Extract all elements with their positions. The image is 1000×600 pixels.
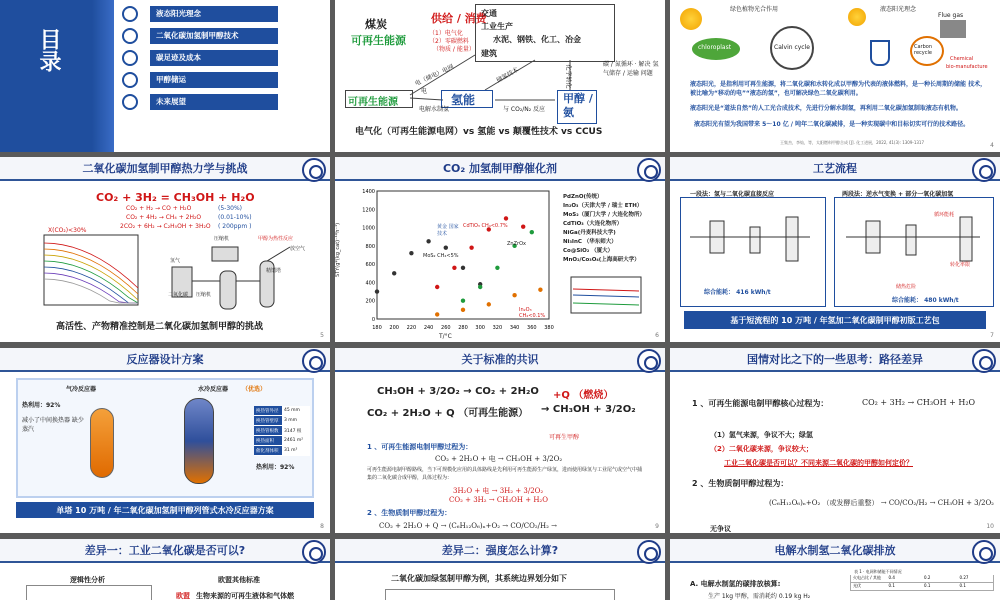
y-tick-label: 600 xyxy=(365,262,375,269)
data-point-CdTiO₃ xyxy=(452,266,456,270)
toc-item-icon xyxy=(122,6,138,22)
table-cell: 3147 根 xyxy=(282,426,310,435)
slide-header xyxy=(0,348,330,372)
table-cell: 火电占比 / 其他 xyxy=(853,575,881,580)
system-boundary-subtitle: 二氧化碳加绿氢制甲醇为例，其系统边界划分如下 xyxy=(391,574,567,583)
slide-reactor-design[interactable] xyxy=(0,348,330,533)
gas-cooled-heading: 气冷反应器 xyxy=(66,386,97,393)
table-cell: 催化剂体积 xyxy=(254,446,282,455)
university-logo-icon xyxy=(637,349,661,373)
slide-standards[interactable] xyxy=(335,348,665,533)
supply-note-1: （1）电气化 xyxy=(429,30,463,37)
methanol-synth-eq: CO₂ + 3H₂ → CH₃OH + H₂O xyxy=(449,496,548,504)
table-cell: 0.1 xyxy=(888,583,895,588)
flow-label-hydrogen: 氢气 xyxy=(170,258,181,264)
x-tick-label: 380 xyxy=(544,325,554,331)
table-cell: 0.27 xyxy=(959,575,969,580)
toc-item-icon xyxy=(122,94,138,110)
slide-thermodynamics[interactable] xyxy=(0,157,330,342)
page-number: 5 xyxy=(320,332,324,339)
liquid-sunshine-label: 液态阳光理念 xyxy=(880,6,917,13)
bottom-comparison: 电气化（可再生能源电网）vs 氢能 vs 颠覆性技术 vs CCUS xyxy=(355,127,603,137)
toc-item-1[interactable]: 液态阳光理念 xyxy=(150,6,278,22)
line-label-elec: 电 xyxy=(421,88,428,95)
water-cooled-tag: （优选） xyxy=(242,386,267,393)
section-a-heading: A. 电解水制氢的碳排放核算: xyxy=(690,580,781,588)
university-logo-icon xyxy=(637,158,661,182)
x-tick-label: 360 xyxy=(527,325,537,331)
para-1: 液态阳光，是指利用可再生能源，将二氧化碳和水转化成以甲醇为代表的液体燃料，是一种长周期的储能 技术，被比喻为“移动的电”“液态的氢”，也可解决绿色二氧化碳利用。 xyxy=(690,81,987,97)
slide-electrolysis-emissions[interactable] xyxy=(670,539,1000,600)
page-number: 4 xyxy=(990,142,994,149)
slide-title: CO₂ 加氢制甲醇催化剂 xyxy=(442,162,558,175)
bottom-banner: 单塔 10 万吨 / 年二氧化碳加氢制甲醇列管式水冷反应器方案 xyxy=(16,502,314,518)
item-2-heading: 2 、生物质制甲醇过程为： xyxy=(692,479,789,488)
slide-process-flow[interactable] xyxy=(670,157,1000,342)
catalyst-item: PdZnO(传统） xyxy=(563,194,603,200)
y-tick-label: 800 xyxy=(365,243,375,250)
table-row xyxy=(254,416,310,426)
slide-difference-two[interactable] xyxy=(335,539,665,600)
data-point-CdTiO₃ xyxy=(435,285,439,289)
toc-item-2[interactable]: 二氧化碳加氢制甲醇技术 xyxy=(150,28,278,44)
question-2: （2）二氧化碳来源，争议较大； xyxy=(710,445,813,453)
university-logo-icon xyxy=(972,158,996,182)
table-row xyxy=(254,406,310,416)
page-number: 6 xyxy=(655,332,659,339)
x-tick-label: 260 xyxy=(441,325,451,331)
gas-reactor-icon xyxy=(90,408,114,478)
slide-title: 差异二：强度怎么计算? xyxy=(441,544,559,557)
table-cell: 换热面积 xyxy=(254,436,282,445)
slide-title: 二氧化碳加氢制甲醇热力学与挑战 xyxy=(82,162,248,175)
table-cell: 换热管根数 xyxy=(254,426,282,435)
page-number: 9 xyxy=(655,523,659,530)
university-logo-icon xyxy=(972,540,996,564)
data-point-MoS₂ xyxy=(444,245,448,249)
calvin-cycle-label: Calvin cycle xyxy=(774,44,810,51)
y-tick-label: 1400 xyxy=(362,189,375,195)
x-tick-label: 340 xyxy=(509,325,520,331)
table-cell: 45 mm xyxy=(282,406,310,415)
data-point-In₂O₃ xyxy=(461,308,465,312)
table-cell: 0.1 xyxy=(924,583,931,588)
eu-standard-label: 欧盟其他标准 xyxy=(218,576,260,584)
supply-note-2: （2）零碳燃料 xyxy=(429,38,469,45)
x-tick-label: 180 xyxy=(372,325,382,331)
eu-rest-text: 生物来源的可再生液体和气体燃 xyxy=(196,592,294,600)
photosynthesis-label: 绿色植物光合作用 xyxy=(730,6,779,13)
supply-note-3: （物质 / 能量） xyxy=(433,46,475,53)
catalyst-item: NiGa(丹麦科技大学) xyxy=(563,230,616,236)
data-point-MoS₂ xyxy=(375,289,379,293)
slide-energy-pathways[interactable] xyxy=(335,0,665,152)
slide-header xyxy=(335,539,665,563)
chemical-label: Chemical xyxy=(950,56,974,62)
slide-header xyxy=(335,348,665,372)
chart-xlabel: T/°C xyxy=(439,333,452,340)
slide-title: 反应器设计方案 xyxy=(126,353,204,366)
line-label-grid: 电（储电）电网 xyxy=(413,63,455,88)
one-step-energy: 综合能耗： 416 kWh/t xyxy=(704,289,771,296)
x-tick-label: 240 xyxy=(423,325,434,331)
university-logo-icon xyxy=(637,540,661,564)
equilibrium-plot-title: X(CO₂)<30% xyxy=(48,227,87,234)
flow-label-compressor: 压缩机 xyxy=(196,292,212,298)
demand-4: 建筑 xyxy=(481,49,497,58)
data-point-In₂O₃ xyxy=(435,312,439,316)
data-point-ZnZrOx xyxy=(530,230,534,234)
university-logo-icon xyxy=(302,540,326,564)
thermal-left: 热利用：92% xyxy=(22,402,61,409)
data-point-ZnZrOx xyxy=(461,299,465,303)
y-tick-label: 1000 xyxy=(362,225,375,232)
data-point-CdTiO₃ xyxy=(504,216,508,220)
slide-liquid-sunshine[interactable] xyxy=(670,0,1000,152)
flask-icon xyxy=(870,40,890,66)
item-1-heading: 1 、可再生能源电制甲醇核心过程为： xyxy=(692,399,829,408)
tag-heat-risk: 储热危险 xyxy=(896,284,917,290)
flue-gas-label: Flue gas xyxy=(938,12,964,19)
catalyst-item: Ni₃InC （华东师大） xyxy=(563,239,617,245)
data-point-MoS₂ xyxy=(461,266,465,270)
gas-reactor-note: 减小了中间换热器 缺少蒸汽 xyxy=(22,417,84,433)
slide-title: 关于标准的共识 xyxy=(461,353,539,366)
coal-label: 煤炭 xyxy=(365,18,387,31)
logic-box xyxy=(26,585,152,600)
table-cell: 光伏 xyxy=(853,583,861,588)
x-tick-label: 320 xyxy=(492,325,503,331)
data-point-MoS₂ xyxy=(392,271,396,275)
table-row xyxy=(254,426,310,436)
synthesis-eq-b: → CH₃OH + 3/2O₂ xyxy=(541,404,636,415)
eu-red-text: 欧盟 xyxy=(176,592,190,600)
line-label-electrolysis: 电解水制氢 xyxy=(419,106,450,113)
data-point-MoS₂ xyxy=(409,251,413,255)
slide-title: 国情对比之下的一些思考：路径差异 xyxy=(747,353,923,366)
carbon-recycle-label: Carbon recycle xyxy=(914,44,933,56)
table-cell: 2461 m² xyxy=(282,436,310,445)
label-gold: 黄金 国家技术 xyxy=(437,224,459,237)
slide-header xyxy=(670,348,1000,372)
side-pct-1: (5-30%) xyxy=(218,205,242,212)
flow-label-exothermic: 甲醇为热性反应 xyxy=(258,236,294,242)
chart-ylabel: STY(g*(kg_cat)⁻¹*h⁻¹) xyxy=(335,222,342,278)
combustion-tag: +Q （燃烧） xyxy=(553,390,614,401)
label-znzrox: ZnZrOx xyxy=(507,241,526,247)
y-tick-label: 200 xyxy=(365,298,375,305)
slide-contents[interactable] xyxy=(0,0,330,152)
side-eq-3: 2CO₂ + 6H₂ → C₂H₅OH + 3H₂O xyxy=(120,223,211,230)
table-cell: 31 m³ xyxy=(282,446,310,455)
data-point-ZnZrOx xyxy=(495,266,499,270)
para-3: 液态阳光有望为我国带来 5～10 亿 / 吨年二氧化碳减排，是一种实现碳中和目标切实可行的技术路径。 xyxy=(694,121,970,128)
heading-biomass: 2 、生物质制甲醇过程为： xyxy=(367,509,452,517)
electro-para: 可再生能源电制甲醇路线，当下可规模化应用的具体路线是先利用可再生能源生产绿氢，进而使用绿氢与工业尾气或空气中捕集的二氧化碳合成甲醇，具体过程为： xyxy=(367,467,643,481)
data-point-In₂O₃ xyxy=(487,302,491,306)
table-cell: 3 mm xyxy=(282,416,310,425)
side-pct-2: (0.01-10%) xyxy=(218,214,252,221)
tag-cycle-energy: 循环能耗 xyxy=(934,212,955,218)
sun-right-icon xyxy=(848,8,866,26)
slide-header xyxy=(335,157,665,181)
catalyst-item: MnO₂/Co₃O₄(上海高研大学） xyxy=(563,257,640,263)
x-tick-label: 220 xyxy=(406,325,417,331)
contents-title-panel xyxy=(0,0,92,152)
water-cooled-heading: 水冷反应器 xyxy=(198,386,229,393)
equilibrium-plot xyxy=(30,233,140,313)
toc-item-3[interactable]: 碳足迹及成本 xyxy=(150,50,278,66)
demand-3: 水泥、钢铁、化工、冶金 xyxy=(493,35,581,44)
label-in2o3: In₂O₃ CH₄<0.1% xyxy=(519,307,546,319)
table-caption: 表 1 · 电网和储能不同情况 xyxy=(854,569,902,574)
y-tick-label: 1200 xyxy=(362,207,375,214)
slide-title: 工艺流程 xyxy=(813,162,857,175)
main-equation: CO₂ + 3H₂ = CH₃OH + H₂O xyxy=(96,191,255,204)
contents-title: 目录 xyxy=(36,28,61,72)
supply-label: 供给 / 消费 xyxy=(431,12,487,25)
page-number: 10 xyxy=(986,523,994,530)
bottom-banner: 基于短流程的 10 万吨 / 年氢加二氧化碳制甲醇初版工艺包 xyxy=(684,311,986,329)
question-3: 工业二氧化碳是否可以？不同来源二氧化碳的甲醇如何定价？ xyxy=(724,459,913,467)
slide-header xyxy=(0,157,330,181)
heading-electro: 1 、可再生能源电制甲醇过程为： xyxy=(367,443,473,451)
para-2: 液态阳光是“道法自然”的人工光合成技术，先进行分解水制氢，再利用二氧化碳加氢制取液态有机物。 xyxy=(690,105,962,112)
logic-analysis-label: 逻辑性分析 xyxy=(70,576,105,584)
section-a-line: 生产 1kg 甲醇，需消耗约 0.19 kg H₂ xyxy=(708,593,811,600)
table-cell: 0.2 xyxy=(924,575,931,580)
slide-path-differences[interactable] xyxy=(670,348,1000,533)
bottom-statement: 高活性、产物精准控制是二氧化碳加氢制甲醇的挑战 xyxy=(56,322,264,332)
table-cell: 0.1 xyxy=(959,583,966,588)
flow-label-vent: 放空气 xyxy=(290,246,306,252)
slide-title: 差异一：工业二氧化碳是否可以? xyxy=(84,544,246,557)
question-1: （1）氢气来源，争议不大；绿氢 xyxy=(710,431,813,439)
tag-conversion: 转化率限 xyxy=(950,262,971,268)
line-label-react: 与 CO₂/N₂ 反应 xyxy=(503,106,546,113)
line-label-storage: 储氢技术 xyxy=(495,66,520,85)
toc-item-icon xyxy=(122,50,138,66)
side-eq-1: CO₂ + H₂ → CO + H₂O xyxy=(126,205,192,212)
emissions-table xyxy=(850,575,994,591)
table-cell: 换热管壁厚 xyxy=(254,416,282,425)
biomanufacture-label: bio-manufacture xyxy=(946,64,988,70)
page-number: 7 xyxy=(990,332,994,339)
toc-item-icon xyxy=(122,28,138,44)
table-row xyxy=(254,446,310,456)
catalyst-item: MoS₂（厦门大学 / 大连化物所） xyxy=(563,212,645,218)
toc-item-4[interactable]: 甲醇储运 xyxy=(150,72,278,88)
x-tick-label: 200 xyxy=(389,325,399,331)
y-tick-label: 0 xyxy=(371,317,375,323)
data-point-CdTiO₃ xyxy=(521,224,525,228)
table-cell: 0.4 xyxy=(888,575,895,580)
line-label-chem: 化学转化 xyxy=(564,64,572,89)
slide-header xyxy=(670,157,1000,181)
thermal-right: 热利用：92% xyxy=(256,464,295,471)
y-tick-label: 400 xyxy=(365,280,375,287)
toc-item-icon xyxy=(122,72,138,88)
catalyst-item: In₂O₃（天津大学 / 瑞士 ETH） xyxy=(563,203,643,209)
hydrogen-label: 氢能 xyxy=(451,93,476,107)
university-logo-icon xyxy=(972,349,996,373)
demand-1: 交通 xyxy=(481,9,497,18)
flow-label-distill: 精馏塔 xyxy=(266,268,282,274)
flow-label-co2: 二氧化碳 xyxy=(168,292,189,298)
side-pct-3: ( 200ppm ) xyxy=(218,223,252,230)
page-number: 8 xyxy=(320,523,324,530)
table-row xyxy=(254,436,310,446)
table-row xyxy=(850,575,994,583)
table-row xyxy=(850,583,994,591)
stability-inset-chart xyxy=(563,275,643,321)
combustion-eq: CH₃OH + 3/2O₂ → CO₂ + 2H₂O xyxy=(377,386,539,397)
slide-title: 电解水制氢二氧化碳排放 xyxy=(774,544,896,557)
label-cdtio3: CdTiO₃ CH₄<0.7% xyxy=(463,223,508,229)
label-mos2: MoS₂ CH₄<5% xyxy=(423,253,459,259)
catalyst-item: CdTiO₃（大连化物所） xyxy=(563,221,623,227)
data-point-ZnZrOx xyxy=(478,285,482,289)
data-point-CdTiO₃ xyxy=(469,245,473,249)
renewable-methanol-tag: 可再生甲醇 xyxy=(549,434,580,441)
flow-label-compressor-top: 压缩机 xyxy=(214,236,230,242)
citation: 王集杰，李灿，等，太阳燃料甲醇合成 [J]. 化工进展，2022, 41(3): 1309-1317 xyxy=(780,140,925,145)
demand-2: 工业生产 xyxy=(481,22,513,31)
side-note: 碳 / 氮循环 · 解决 氢气储存 / 运输 问题 xyxy=(603,61,659,77)
table-cell: 换热管外径 xyxy=(254,406,282,415)
catalyst-list xyxy=(563,193,661,265)
slide-difference-one[interactable] xyxy=(0,539,330,600)
two-step-heading: 两段法：逆水气变换 + 部分一氧化碳加氢 xyxy=(842,191,954,198)
university-logo-icon xyxy=(302,349,326,373)
toc-item-5[interactable]: 未来展望 xyxy=(150,94,278,110)
data-point-MoS₂ xyxy=(426,239,430,243)
item-1-eq: CO₂ + 3H₂ → CH₃OH + H₂O xyxy=(862,398,976,407)
two-step-energy: 综合能耗： 480 kWh/t xyxy=(892,297,959,304)
slide-header xyxy=(0,539,330,563)
reactor-spec-table xyxy=(254,406,310,456)
methanol-label: 甲醇 / 氨 xyxy=(563,92,593,119)
boundary-box xyxy=(385,589,615,600)
water-split-eq: 3H₂O + 电 → 3H₂ + 3/2O₂ xyxy=(453,487,544,495)
synthesis-eq-a: CO₂ + 2H₂O + Q （可再生能源） xyxy=(367,408,529,419)
slide-catalysts[interactable] xyxy=(335,157,665,342)
catalyst-item: Co@SiO₂ （厦大） xyxy=(563,248,614,254)
one-step-heading: 一段法：氢与二氧化碳直接反应 xyxy=(690,191,775,198)
sun-left-icon xyxy=(680,8,702,30)
no-controversy: 无争议 xyxy=(710,525,731,533)
renewable-top-label: 可再生能源 xyxy=(351,34,406,47)
x-tick-label: 280 xyxy=(458,325,468,331)
x-tick-label: 300 xyxy=(475,325,485,331)
university-logo-icon xyxy=(302,158,326,182)
side-eq-2: CO₂ + 4H₂ → CH₄ + 2H₂O xyxy=(126,214,202,221)
electro-eq: CO₂ + 2H₂O + 电 → CH₃OH + 3/2O₂ xyxy=(435,455,563,463)
slide-header xyxy=(670,539,1000,563)
data-point-In₂O₃ xyxy=(512,293,516,297)
biomass-eq: CO₂ + 2H₂O + Q → (C₆H₁₂O₆)ₙ+O₂ → CO/CO₂/H₂ → xyxy=(379,522,558,530)
data-point-In₂O₃ xyxy=(538,288,542,292)
chloroplast-label: chloroplast xyxy=(698,44,732,51)
water-reactor-icon xyxy=(184,398,214,484)
renewable-bottom-label: 可再生能源 xyxy=(348,97,398,108)
factory-icon xyxy=(940,20,966,38)
item-2-eq: (C₆H₁₂O₆)ₙ+O₂ （或发酵后重整） → CO/CO₂/H₂ → CH₃OH + 3/2O₂ xyxy=(768,499,994,507)
contents-accent xyxy=(92,0,114,152)
